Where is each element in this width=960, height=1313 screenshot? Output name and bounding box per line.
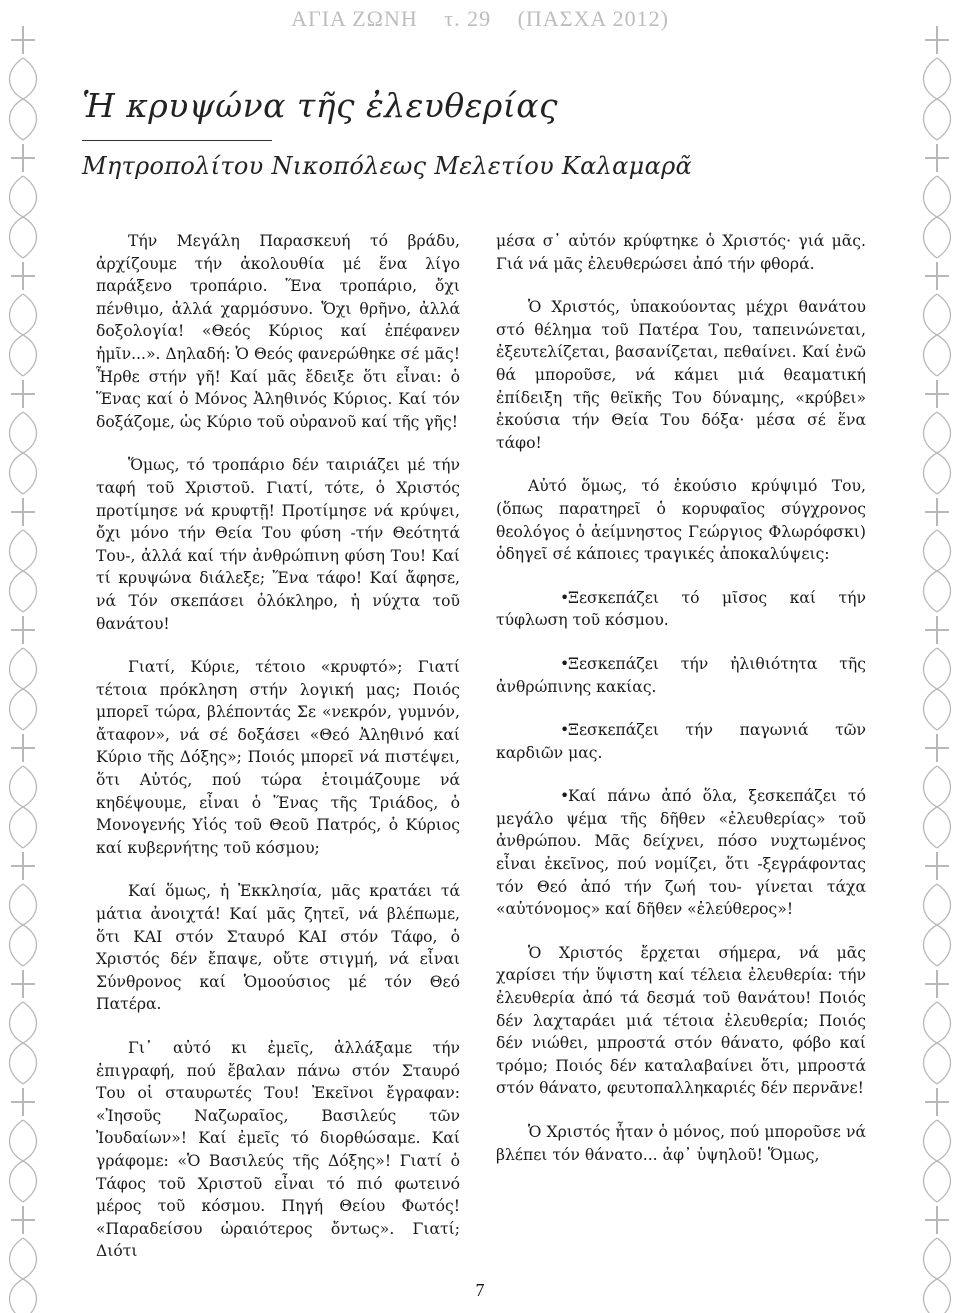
bullet-icon: • [560, 787, 570, 806]
cross-ornament-icon [10, 262, 37, 376]
cross-ornament-icon [924, 852, 951, 966]
cross-ornament-icon [924, 144, 951, 258]
ornamental-border-left [0, 0, 46, 1313]
edition-label: (ΠΑΣΧΑ 2012) [517, 6, 669, 31]
cross-ornament-icon [924, 616, 951, 730]
cross-ornament-icon [924, 380, 951, 494]
cross-ornament-icon [924, 734, 951, 848]
left-column [96, 230, 460, 1284]
cross-ornament-icon [10, 852, 37, 966]
bullet-icon: • [560, 654, 570, 673]
title-divider [82, 140, 272, 141]
paragraph: μέσα σ᾽ αὐτόν κρύφτηκε ὁ Χριστός· γιά μᾶς. Γιά νά μᾶς ἐλευθερώσει ἀπό τήν φθορά. [496, 232, 866, 273]
paragraph: Γιατί, Κύριε, τέτοιο «κρυφτό»; Γιατί τέτοια πρόκληση στήν λογική μας; Ποιός μπορεῖ τώρα, βλέποντάς Σε «νεκρόν, γυμνόν, ἄταφον», νά σέ δοξάσει «Θεό Ἀληθινό καί Κύριο τῆς Δόξης»; Ποιός μπορεῖ νά πιστέψει, ὅτι Αὐτός, πού τώρα ἑτοιμάζουμε νά κηδέψουμε, εἶναι ὁ Ἕνας τῆς Τριάδος, ὁ Μονογενής Υἱός τοῦ Θεοῦ Πατρός, ὁ Κύριος καί κυβερνήτης τοῦ κόσμου; [96, 658, 460, 857]
paragraph: Ὁ Χριστός, ὑπακούοντας μέχρι θανάτου στό θέλημα τοῦ Πατέρα Του, ταπεινώνεται, ἐξευτελίζεται, βασανίζεται, πεθαίνει. Καί ἐνῶ θά μποροῦσε, νά κάμει μιά θεαματική ἐπίδειξη τῆς θεϊκῆς Του δύναμης, «κρύβει» ἑκούσια τήν Θεία Του δόξα· μέσα σέ ἕνα τάφο! [496, 298, 866, 452]
cross-ornament-icon [10, 26, 37, 140]
cross-ornament-icon [10, 144, 37, 258]
cross-ornament-icon [924, 26, 951, 140]
bullet-item [496, 653, 866, 698]
bullet-text: Ξεσκεπάζει τό μῖσος καί τήν τύφλωση τοῦ κόσμου. [496, 588, 866, 630]
paragraph: Ὁ Χριστός ἦταν ὁ μόνος, πού μποροῦσε νά βλέπει τόν θάνατο... ἀφ᾽ ὑψηλοῦ! Ὅμως, [496, 1123, 866, 1164]
paragraph: Τήν Μεγάλη Παρασκευή τό βράδυ, ἀρχίζουμε τήν ἀκολουθία μέ ἕνα λίγο παράξενο τροπάριο. Ἕνα τροπάριο, ὄχι πένθιμο, ἀλλά χαρμόσυνο. Ὄχι θρῆνο, ἀλλά δοξολογία! «Θεός Κύριος καί ἐπέφανεν ἡμῖν...». Δηλαδή: Ὁ Θεός φανερώθηκε σέ μᾶς! Ἦρθε στήν γῆ! Καί μᾶς ἔδειξε ὅτι εἶναι: ὁ Ἕνας καί ὁ Μόνος Ἀληθινός Κύριος. Καί τόν δοξάζομε, ὡς Κύριο τοῦ οὐρανοῦ καί τῆς γῆς! [96, 232, 460, 431]
cross-ornament-icon [10, 734, 37, 848]
bullet-item [496, 587, 866, 632]
article-title: Ἡ κρυψώνα τῆς ἐλευθερίας [82, 86, 559, 125]
ornamental-border-right [914, 0, 960, 1313]
cross-ornament-icon [10, 970, 37, 1084]
bullet-icon: • [560, 588, 570, 607]
issue-number: τ. 29 [444, 6, 492, 31]
paragraph: Ὅμως, τό τροπάριο δέν ταιριάζει μέ τήν ταφή τοῦ Χριστοῦ. Γιατί, τότε, ὁ Χριστός προτίμησε νά κρυφτῇ! Προτίμησε νά κρύψει, ὄχι μόνο τήν Θεία Του φύση -τήν Θεότητά Του-, ἀλλά καί τήν ἀνθρώπινη φύση Του! Καί τί κρυψώνα διάλεξε; Ἕνα τάφο! Καί ἄφησε, νά Τόν σκεπάσει ὁλόκληρο, ἡ νύχτα τοῦ θανάτου! [96, 456, 460, 633]
paragraph: Καί ὅμως, ἡ Ἐκκλησία, μᾶς κρατάει τά μάτια ἀνοιχτά! Καί μᾶς ζητεῖ, νά βλέπωμε, ὅτι ΚΑΙ στόν Σταυρό ΚΑΙ στόν Τάφο, ὁ Χριστός δέν ἔπαψε, οὔτε στιγμή, νά εἶναι Σύνθρονος καί Ὁμοούσιος μέ τόν Θεό Πατέρα. [96, 882, 460, 1014]
cross-ornament-icon [10, 616, 37, 730]
page-number: 7 [475, 1280, 485, 1300]
bullet-text: Ξεσκεπάζει τήν ἠλιθιότητα τῆς ἀνθρώπινης κακίας. [496, 654, 866, 696]
paragraph: Ὁ Χριστός ἔρχεται σήμερα, νά μᾶς χαρίσει τήν ὕψιστη καί τέλεια ἐλευθερία: τήν ἐλευθερία ἀπό τά δεσμά τοῦ θανάτου! Ποιός δέν λαχταράει μιά τέτοια ἐλευθερία; Ποιός δέν νιώθει, μπροστά στόν θάνατο, φόβο καί τρόμο; Ποιός δέν καταλαβαίνει ὅτι, μπροστά στόν θάνατο, φευτοπαλληκαριές δέν περνᾶνε! [496, 943, 866, 1098]
bullet-icon: • [560, 721, 570, 740]
paragraph: Αὐτό ὅμως, τό ἑκούσιο κρύψιμό Του, (ὅπως παρατηρεῖ ὁ κορυφαῖος σύγχρονος θεολόγος ὁ ἀείμνηστος Γεώργιος Φλωρόφσκι) ὁδηγεῖ σέ κάποιες τραγικές ἀποκαλύψεις: [496, 477, 866, 564]
cross-ornament-icon [10, 380, 37, 494]
bullet-item [496, 719, 866, 764]
cross-ornament-icon [10, 1088, 37, 1202]
cross-ornament-icon [924, 262, 951, 376]
paragraph: Γι᾽ αὐτό κι ἐμεῖς, ἀλλάξαμε τήν ἐπιγραφή, πού ἔβαλαν πάνω στόν Σταυρό Του οἱ σταυρωτές Του! Ἐκεῖνοι ἔγραφαν: «Ἰησοῦς Ναζωραῖος, Βασιλεύς τῶν Ἰουδαίων»! Καί ἐμεῖς τό διορθώσαμε. Καί γράφομε: «Ὁ Βασιλεύς τῆς Δόξης»! Γιατί ὁ Τάφος τοῦ Χριστοῦ εἶναι τό πιό φωτεινό μέρος τοῦ κόσμου. Πηγή Θείου Φωτός! «Παραδείσου ὡραιότερος ὄντως». Γιατί; Διότι [96, 1039, 460, 1261]
bullet-item [496, 785, 866, 921]
bullet-text: Ξεσκεπάζει τήν παγωνιά τῶν καρδιῶν μας. [496, 721, 866, 762]
bullet-text: Καί πάνω ἀπό ὅλα, ξεσκεπάζει τό μεγάλο ψέμα τῆς δῆθεν «ἐλευθερίας» τοῦ ἀνθρώπου. Μᾶς δείχνει, πόσο νυχτωμένος εἶναι ἐκεῖνος, πού νομίζει, ὅτι -ξεγράφοντας τόν Θεό ἀπό τήν ζωή του- γίνεται τάχα «αὐτόνομος» καί δῆθεν «ἐλεύθερος»! [496, 787, 866, 919]
cross-ornament-icon [10, 498, 37, 612]
running-header [0, 6, 960, 32]
cross-ornament-icon [924, 498, 951, 612]
magazine-name: ΑΓΙΑ ΖΩΝΗ [291, 6, 418, 31]
cross-ornament-icon [924, 1088, 951, 1202]
cross-ornament-icon [924, 970, 951, 1084]
right-column [496, 230, 866, 1187]
article-author: Μητροπολίτου Νικοπόλεως Μελετίου Καλαμαρᾶ [82, 152, 693, 180]
